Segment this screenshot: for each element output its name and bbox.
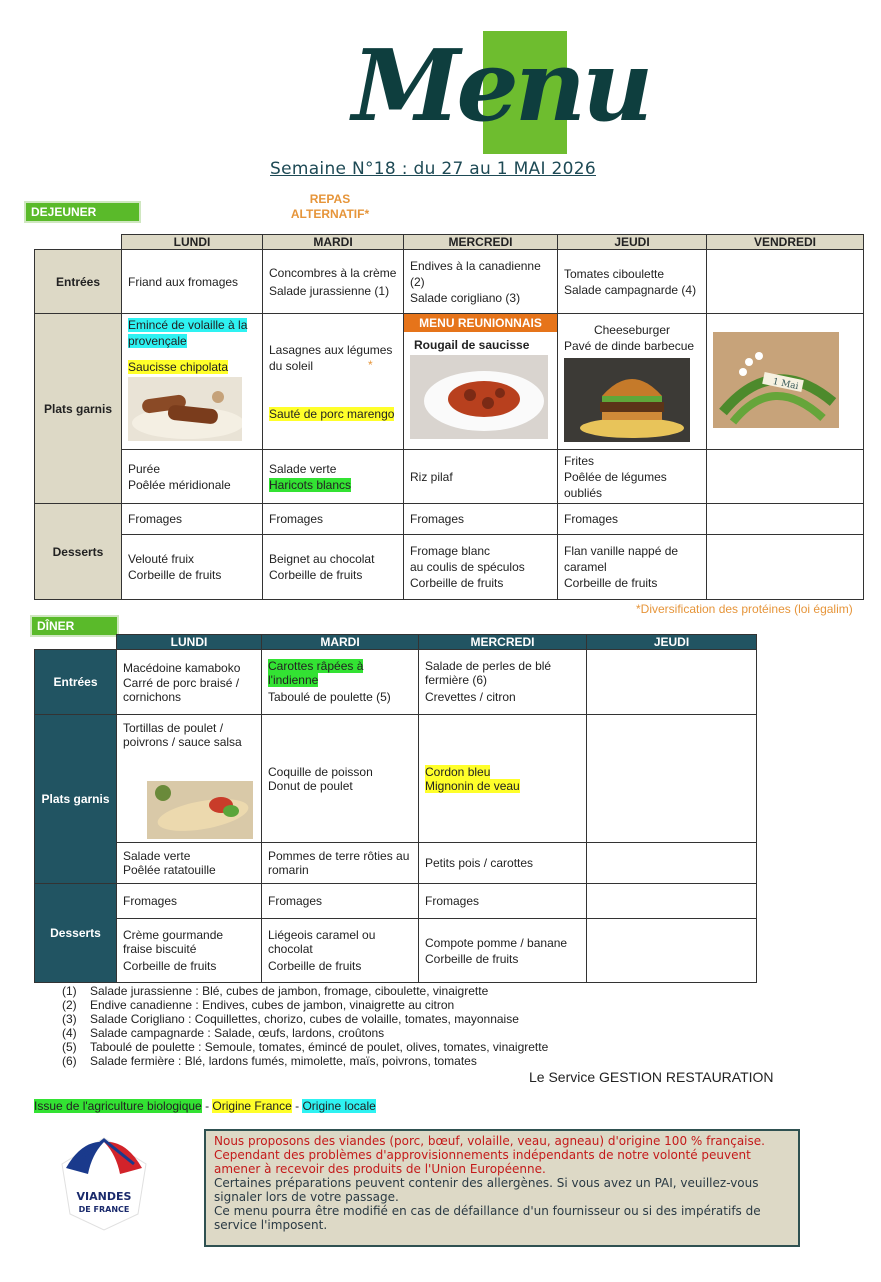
menu-cell: Fromages (263, 504, 404, 535)
menu-logo: Menu (352, 29, 650, 144)
day-header: VENDREDI (707, 235, 864, 250)
footnote-num: (1) (62, 984, 77, 998)
dessert: Corbeille de fruits (128, 568, 222, 582)
menu-cell (419, 919, 587, 983)
info-box (204, 1129, 800, 1247)
dish: Macédoine kamaboko (123, 661, 241, 675)
alt-meal-title: REPAS ALTERNATIF (290, 192, 365, 221)
row-label-entrees: Entrées (35, 650, 117, 715)
menu-cell (263, 250, 404, 314)
dish-france: Sauté de porc marengo (269, 406, 395, 421)
lunch-tag: DEJEUNER (24, 201, 141, 223)
week-title: Semaine N°18 : du 27 au 1 MAI 2026 (270, 159, 596, 179)
footnote-num: (5) (62, 1040, 77, 1054)
menu-cell (707, 504, 864, 535)
menu-cell (117, 715, 262, 843)
side: Purée (128, 461, 161, 476)
footnote-num: (3) (62, 1012, 77, 1026)
menu-cell (558, 450, 707, 504)
dessert: Corbeille de fruits (564, 576, 658, 590)
footnote-num: (4) (62, 1026, 77, 1040)
dessert: Corbeille de fruits (268, 958, 362, 973)
footnote-text: Endive canadienne : Endives, cubes de jambon, vinaigrette au citron (90, 998, 455, 1012)
legend-separator: - (291, 1099, 303, 1113)
lily-label: 1 Mai (771, 376, 800, 393)
menu-cell (587, 919, 757, 983)
side: Poêlée ratatouille (123, 863, 216, 877)
day-header: LUNDI (122, 235, 263, 250)
dish: Cheeseburger (593, 323, 671, 337)
day-header: MARDI (262, 635, 419, 650)
legend-france: Origine France (212, 1099, 292, 1113)
dessert: au coulis de spéculos (410, 560, 525, 574)
menu-cell (558, 535, 707, 600)
dish: Crevettes / citron (425, 690, 516, 704)
service-signature: Le Service GESTION RESTAURATION (529, 1069, 774, 1085)
dish-france: Mignonin de veau (425, 778, 520, 793)
menu-cell (263, 314, 404, 450)
menu-cell (558, 250, 707, 314)
footnotes (62, 984, 548, 1068)
dessert: Corbeille de fruits (425, 951, 519, 966)
menu-cell (587, 884, 757, 919)
menu-cell (117, 919, 262, 983)
menu-cell (262, 650, 419, 715)
footnote (62, 1026, 548, 1040)
row-label-plats: Plats garnis (35, 314, 122, 504)
dish: Rougail de saucisse (414, 338, 530, 352)
day-header: LUNDI (117, 635, 262, 650)
menu-cell (122, 250, 263, 314)
side: Pommes de terre rôties au romarin (268, 849, 410, 877)
menu-cell (122, 314, 263, 450)
vdf-line2: DE FRANCE (78, 1205, 130, 1214)
viandes-de-france-logo (52, 1134, 156, 1234)
tortilla-photo (147, 781, 253, 839)
footnote (62, 1012, 548, 1026)
burger-photo (564, 358, 690, 442)
info-modification-text: Ce menu pourra être modifié en cas de défaillance d'un fournisseur ou si des impératifs de service l'imposent. (214, 1204, 761, 1232)
menu-cell (262, 715, 419, 843)
diversification-star: * (368, 357, 373, 372)
menu-cell (263, 535, 404, 600)
dish-local: Emincé de volaille à la provençale (128, 318, 248, 348)
menu-cell: Fromages (122, 504, 263, 535)
menu-cell (404, 535, 558, 600)
dessert: Compote pomme / banane (425, 935, 568, 950)
footnote-text: Salade fermière : Blé, lardons fumés, mimolette, maïs, poivrons, tomates (90, 1054, 477, 1068)
dish-france: Cordon bleu (425, 764, 491, 779)
dish: Friand aux fromages (128, 274, 239, 289)
dinner-tag: DÎNER (30, 615, 119, 637)
dish-bio: Carottes râpées à l'indienne (268, 659, 364, 687)
dish: Salade campagnarde (4) (564, 282, 697, 297)
rougail-photo (410, 355, 548, 439)
menu-cell (117, 843, 262, 884)
side: Frites (564, 453, 594, 468)
menu-cell: Fromages (404, 504, 558, 535)
footnote (62, 998, 548, 1012)
day-header: MARDI (263, 235, 404, 250)
menu-cell (404, 250, 558, 314)
menu-cell: Fromages (558, 504, 707, 535)
dish: Pavé de dinde barbecue (564, 339, 695, 353)
menu-cell (263, 450, 404, 504)
dish: Endives à la canadienne (2) (410, 258, 541, 289)
dish: Salade jurassienne (1) (269, 283, 390, 298)
dinner-table (34, 634, 757, 983)
menu-cell (262, 843, 419, 884)
day-header: MERCREDI (404, 235, 558, 250)
dish-france: Saucisse chipolata (128, 360, 229, 374)
menu-cell (404, 450, 558, 504)
dessert: Beignet au chocolat (269, 552, 375, 566)
row-label-plats: Plats garnis (35, 715, 117, 884)
alt-meal-label (278, 192, 382, 222)
dish: Salade de perles de blé fermière (6) (425, 659, 552, 687)
dish: Coquille de poisson (268, 764, 373, 779)
dish: Concombres à la crème (269, 265, 397, 280)
row-label-desserts: Desserts (35, 504, 122, 600)
menu-cell (117, 650, 262, 715)
lily-of-the-valley-photo (713, 332, 839, 428)
dish: Carré de porc braisé / cornichons (123, 676, 240, 704)
dessert: Crème gourmande fraise biscuité (123, 927, 224, 956)
footnote (62, 1040, 548, 1054)
menu-cell (587, 650, 757, 715)
sausage-photo (128, 377, 242, 441)
menu-cell (122, 535, 263, 600)
menu-cell (419, 843, 587, 884)
row-label-desserts: Desserts (35, 884, 117, 983)
legend-local: Origine locale (302, 1099, 376, 1113)
day-header: JEUDI (587, 635, 757, 650)
menu-cell: Fromages (419, 884, 587, 919)
side: Riz pilaf (410, 469, 453, 484)
menu-cell (707, 450, 864, 504)
menu-cell: Fromages (117, 884, 262, 919)
diversification-note: *Diversification des protéines (loi égalim) (636, 602, 853, 616)
dessert: Velouté fruix (128, 552, 195, 566)
menu-cell (707, 535, 864, 600)
menu-cell: Fromages (262, 884, 419, 919)
footnote-text: Taboulé de poulette : Semoule, tomates, émincé de poulet, olives, tomates, vinaigrette (90, 1040, 549, 1054)
table-corner (35, 235, 122, 250)
alt-meal-star: * (364, 207, 370, 221)
day-header: MERCREDI (419, 635, 587, 650)
dish: Tomates ciboulette (564, 266, 665, 281)
legend-bio: Issue de l'agriculture biologique (34, 1099, 202, 1113)
side-bio: Haricots blancs (269, 477, 352, 492)
footnote-text: Salade campagnarde : Salade, œufs, lardons, croûtons (90, 1026, 385, 1040)
dish: Salade corigliano (3) (410, 290, 521, 305)
side: Salade verte (123, 849, 191, 863)
footnote-text: Salade jurassienne : Blé, cubes de jambon, fromage, ciboulette, vinaigrette (90, 984, 489, 998)
day-header: JEUDI (558, 235, 707, 250)
menu-cell (707, 250, 864, 314)
lunch-table (34, 234, 864, 600)
dessert: Corbeille de fruits (269, 568, 363, 582)
side: Poêlée de légumes oubliés (564, 469, 667, 500)
dessert: Flan vanille nappé de caramel (564, 544, 679, 574)
info-origin-text: Nous proposons des viandes (porc, bœuf, volaille, veau, agneau) d'origine 100 % française. Cependant des problèmes d'approvisionnements indépendants de notre volonté peuvent amener à recevoir des produits de l'Union Européenne. (214, 1134, 765, 1176)
menu-cell (404, 314, 558, 450)
dessert: Corbeille de fruits (410, 576, 504, 590)
menu-cell (587, 843, 757, 884)
info-allergens-text: Certaines préparations peuvent contenir des allergènes. Si vous avez un PAI, veuillez-vous signaler lors de votre passage. (214, 1176, 759, 1204)
menu-cell (558, 314, 707, 450)
menu-cell (122, 450, 263, 504)
menu-cell (419, 715, 587, 843)
footnote-num: (2) (62, 998, 77, 1012)
table-corner (35, 635, 117, 650)
menu-cell (587, 715, 757, 843)
footnote (62, 1054, 548, 1068)
dish: Taboulé de poulette (5) (268, 690, 391, 704)
menu-cell (707, 314, 864, 450)
dish: Lasagnes aux légumes du soleil (269, 342, 393, 373)
footnote (62, 984, 548, 998)
menu-cell (262, 919, 419, 983)
dessert: Liégeois caramel ou chocolat (268, 927, 376, 956)
dessert: Fromage blanc (410, 544, 491, 558)
row-label-entrees: Entrées (35, 250, 122, 314)
dessert: Corbeille de fruits (123, 958, 217, 973)
side: Salade verte (269, 461, 337, 476)
footnote-num: (6) (62, 1054, 77, 1068)
dish: Tortillas de poulet / poivrons / sauce salsa (123, 721, 242, 749)
legend-separator: - (201, 1099, 213, 1113)
vdf-line1: VIANDES (76, 1190, 132, 1203)
side: Petits pois / carottes (425, 856, 534, 870)
menu-cell (419, 650, 587, 715)
origin-legend (34, 1099, 376, 1113)
dish: Donut de poulet (268, 778, 353, 793)
side: Poêlée méridionale (128, 477, 231, 492)
reunion-banner: MENU REUNIONNAIS (404, 314, 557, 332)
footnote-text: Salade Corigliano : Coquillettes, chorizo, cubes de volaille, tomates, mayonnaise (90, 1012, 519, 1026)
